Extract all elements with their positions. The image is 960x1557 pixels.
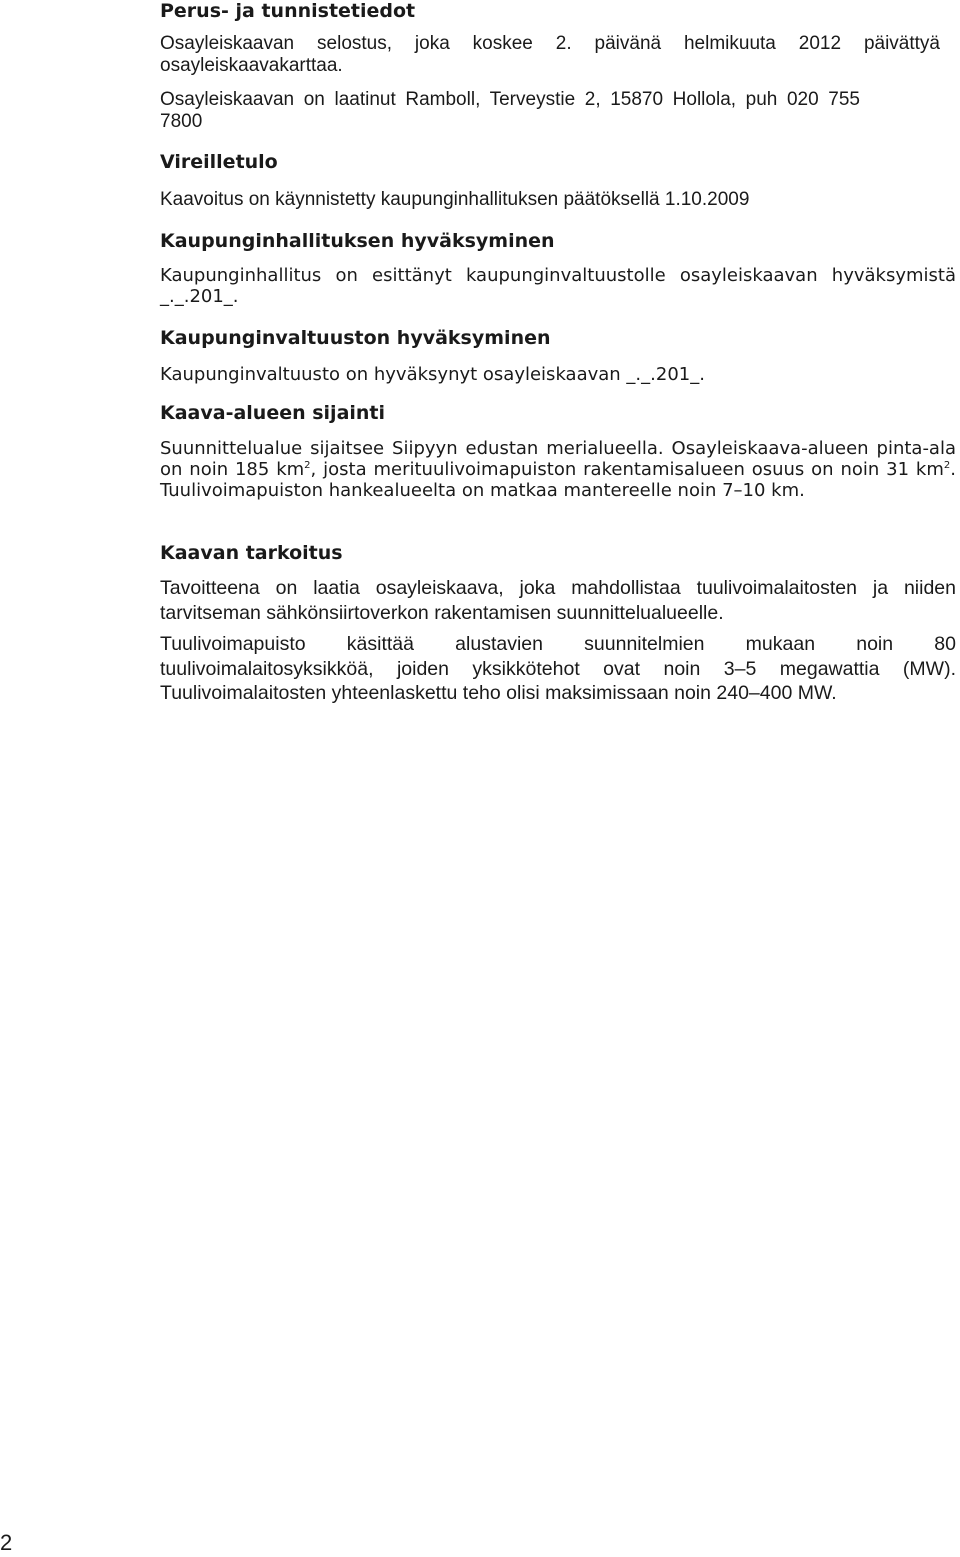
para-tarkoitus-2: Tuulivoimapuisto käsittää alustavien suunnitelmien mukaan noin 80 tuulivoimalaitosyksikköä, joiden yksikkötehot ovat noin 3–5 megawattia (MW). Tuulivoimalaitosten yhteenlaskettu teho olisi maksimissaan noin 240–400 MW. — [160, 633, 956, 704]
para-sijainti-part2: , josta merituulivoimapuiston rakentamisalueen osuus on noin 31 km — [310, 459, 944, 480]
heading-tarkoitus: Kaavan tarkoitus — [160, 542, 343, 564]
section-kh-hyvaksyminen — [160, 230, 956, 252]
para-kv-hyvaksyminen: Kaupunginvaltuusto on hyväksynyt osayleiskaavan _._.201_. — [160, 364, 705, 385]
page-number: 2 — [0, 1530, 13, 1555]
section-kh-para-wrap — [160, 265, 956, 307]
para-vireilletulo: Kaavoitus on käynnistetty kaupunginhallituksen päätöksellä 1.10.2009 — [160, 189, 750, 210]
para-sijainti — [160, 438, 956, 501]
section-vireilletulo — [160, 151, 956, 173]
para-perus-2: Osayleiskaavan on laatinut Ramboll, Terveystie 2, 15870 Hollola, puh 020 755 7800 — [160, 89, 860, 132]
section-sijainti-para-wrap — [160, 438, 956, 501]
section-perus-para1-wrap — [160, 33, 956, 77]
section-vireilletulo-para-wrap — [160, 189, 956, 211]
para-perus-1: Osayleiskaavan selostus, joka koskee 2. päivänä helmikuuta 2012 päivättyä osayleiskaavakarttaa. — [160, 33, 940, 76]
section-tarkoitus-para1-wrap — [160, 576, 956, 625]
section-perus — [160, 0, 956, 22]
para-sijainti-part3: . Tuulivoimapuiston hankealueelta on matkaa mantereelle noin 7–10 km. — [160, 459, 956, 501]
para-sijainti-part1: Suunnittelualue sijaitsee Siipyyn edustan merialueella. Osayleiskaava-alueen pinta-ala on noin 185 km — [160, 438, 956, 480]
heading-vireilletulo: Vireilletulo — [160, 151, 278, 173]
heading-sijainti: Kaava-alueen sijainti — [160, 402, 386, 424]
para-tarkoitus-1: Tavoitteena on laatia osayleiskaava, joka mahdollistaa tuulivoimalaitosten ja niiden tarvitseman sähkönsiirtoverkon rakentamisen suunnittelualueelle. — [160, 577, 956, 624]
section-perus-para2-wrap — [160, 89, 956, 133]
section-kv-hyvaksyminen — [160, 327, 956, 349]
para-kh-hyvaksyminen: Kaupunginhallitus on esittänyt kaupunginvaltuustolle osayleiskaavan hyväksymistä _._.201_. — [160, 265, 956, 307]
section-kv-para-wrap — [160, 364, 956, 385]
superscript-2b: 2 — [943, 460, 951, 471]
heading-perus: Perus- ja tunnistetiedot — [160, 0, 416, 22]
section-sijainti — [160, 402, 956, 424]
section-tarkoitus-para2-wrap — [160, 632, 956, 706]
superscript-2: 2 — [304, 460, 311, 471]
heading-kv-hyvaksyminen: Kaupunginvaltuuston hyväksyminen — [160, 327, 551, 349]
heading-kh-hyvaksyminen: Kaupunginhallituksen hyväksyminen — [160, 230, 555, 252]
section-tarkoitus — [160, 542, 956, 564]
